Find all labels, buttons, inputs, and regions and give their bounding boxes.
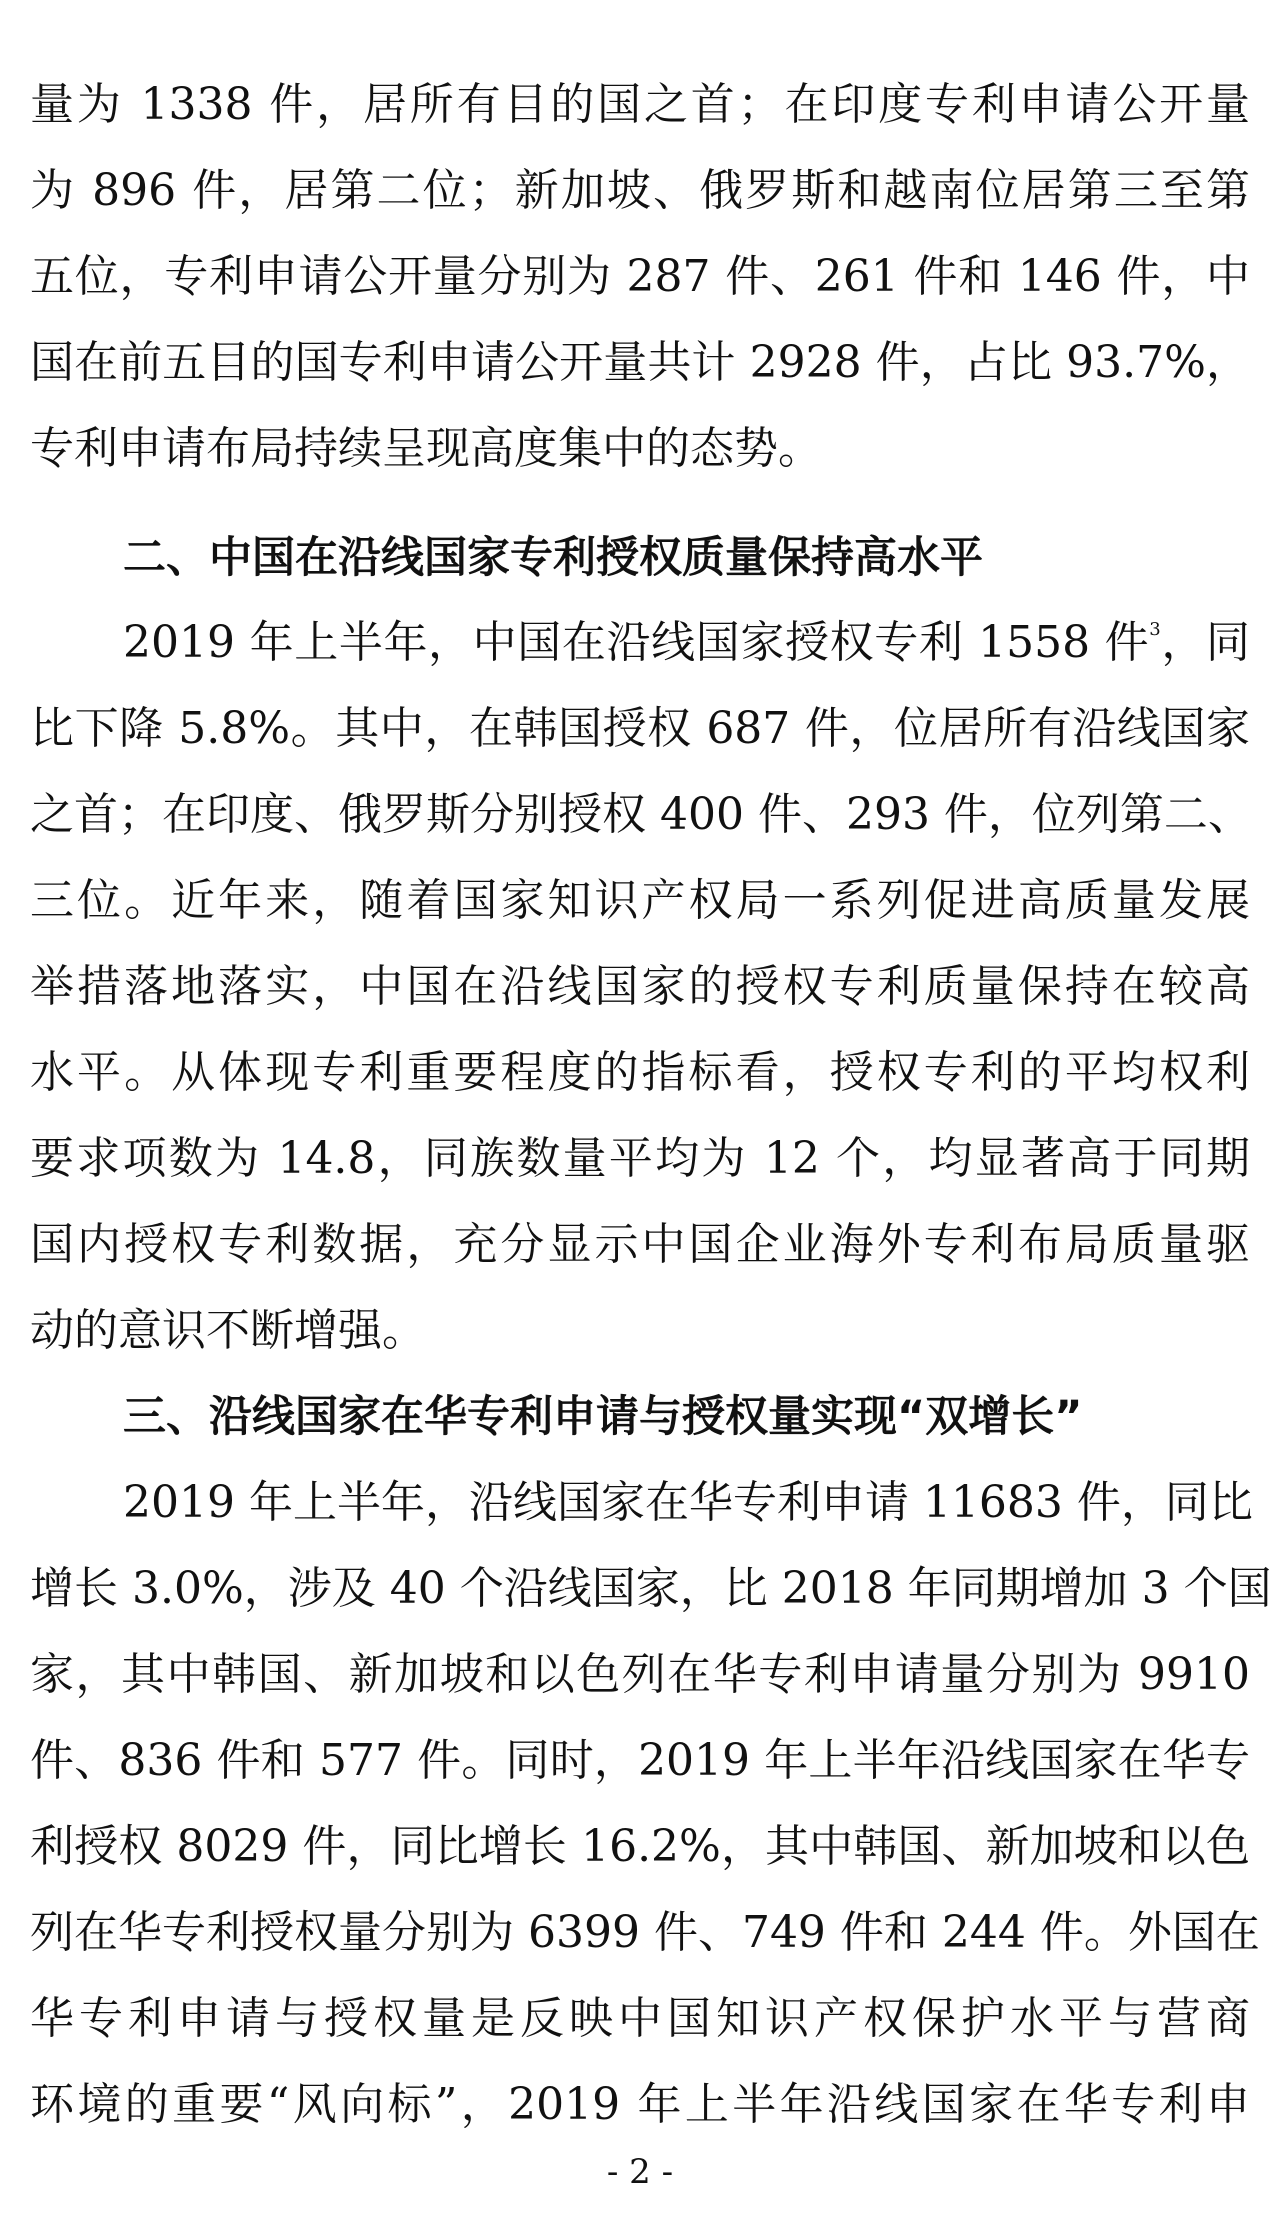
text-line: 列在华专利授权量分别为 6399 件、749 件和 244 件。外国在 — [30, 1907, 1260, 1958]
text-line: 之首；在印度、俄罗斯分别授权 400 件、293 件，位列第二、 — [30, 789, 1252, 840]
section-heading: 二、中国在沿线国家专利授权质量保持高水平 — [123, 533, 983, 583]
text-line: 2019 年上半年，沿线国家在华专利申请 11683 件，同比 — [123, 1477, 1253, 1528]
text-line: 增长 3.0%，涉及 40 个沿线国家，比 2018 年同期增加 3 个国 — [30, 1563, 1272, 1614]
text-line: 动的意识不断增强。 — [30, 1305, 426, 1356]
text-line: 五位，专利申请公开量分别为 287 件、261 件和 146 件，中 — [30, 251, 1250, 302]
text-line: 专利申请布局持续呈现高度集中的态势。 — [30, 423, 822, 474]
text-line: 量为 1338 件，居所有目的国之首；在印度专利申请公开量 — [30, 79, 1250, 130]
text-line: 水平。从体现专利重要程度的指标看，授权专利的平均权利 — [30, 1047, 1250, 1098]
text-line: 比下降 5.8%。其中，在韩国授权 687 件，位居所有沿线国家 — [30, 703, 1250, 754]
text-line: 举措落地落实，中国在沿线国家的授权专利质量保持在较高 — [30, 961, 1250, 1012]
text-span: ，同 — [1160, 617, 1250, 668]
text-line: 为 896 件，居第二位；新加坡、俄罗斯和越南位居第三至第 — [30, 165, 1250, 216]
text-line: 利授权 8029 件，同比增长 16.2%，其中韩国、新加坡和以色 — [30, 1821, 1250, 1872]
text-line: 家，其中韩国、新加坡和以色列在华专利申请量分别为 9910 — [30, 1649, 1250, 1700]
text-line: 三位。近年来，随着国家知识产权局一系列促进高质量发展 — [30, 875, 1250, 926]
footnote-mark: 3 — [1149, 619, 1161, 640]
text-line: 环境的重要“风向标”，2019 年上半年沿线国家在华专利申 — [30, 2079, 1250, 2130]
section-heading: 三、沿线国家在华专利申请与授权量实现“双增长” — [123, 1392, 1083, 1442]
text-line: 要求项数为 14.8，同族数量平均为 12 个，均显著高于同期 — [30, 1133, 1250, 1184]
page-number: - 2 - — [606, 2152, 674, 2192]
text-line-with-footnote — [123, 600, 1250, 686]
text-line: 华专利申请与授权量是反映中国知识产权保护水平与营商 — [30, 1993, 1250, 2044]
text-line: 国在前五目的国专利申请公开量共计 2928 件，占比 93.7%， — [30, 337, 1250, 388]
text-line: 件、836 件和 577 件。同时，2019 年上半年沿线国家在华专 — [30, 1735, 1250, 1786]
text-span: 2019 年上半年，中国在沿线国家授权专利 1558 件 — [123, 617, 1150, 668]
text-line: 国内授权专利数据，充分显示中国企业海外专利布局质量驱 — [30, 1219, 1250, 1270]
